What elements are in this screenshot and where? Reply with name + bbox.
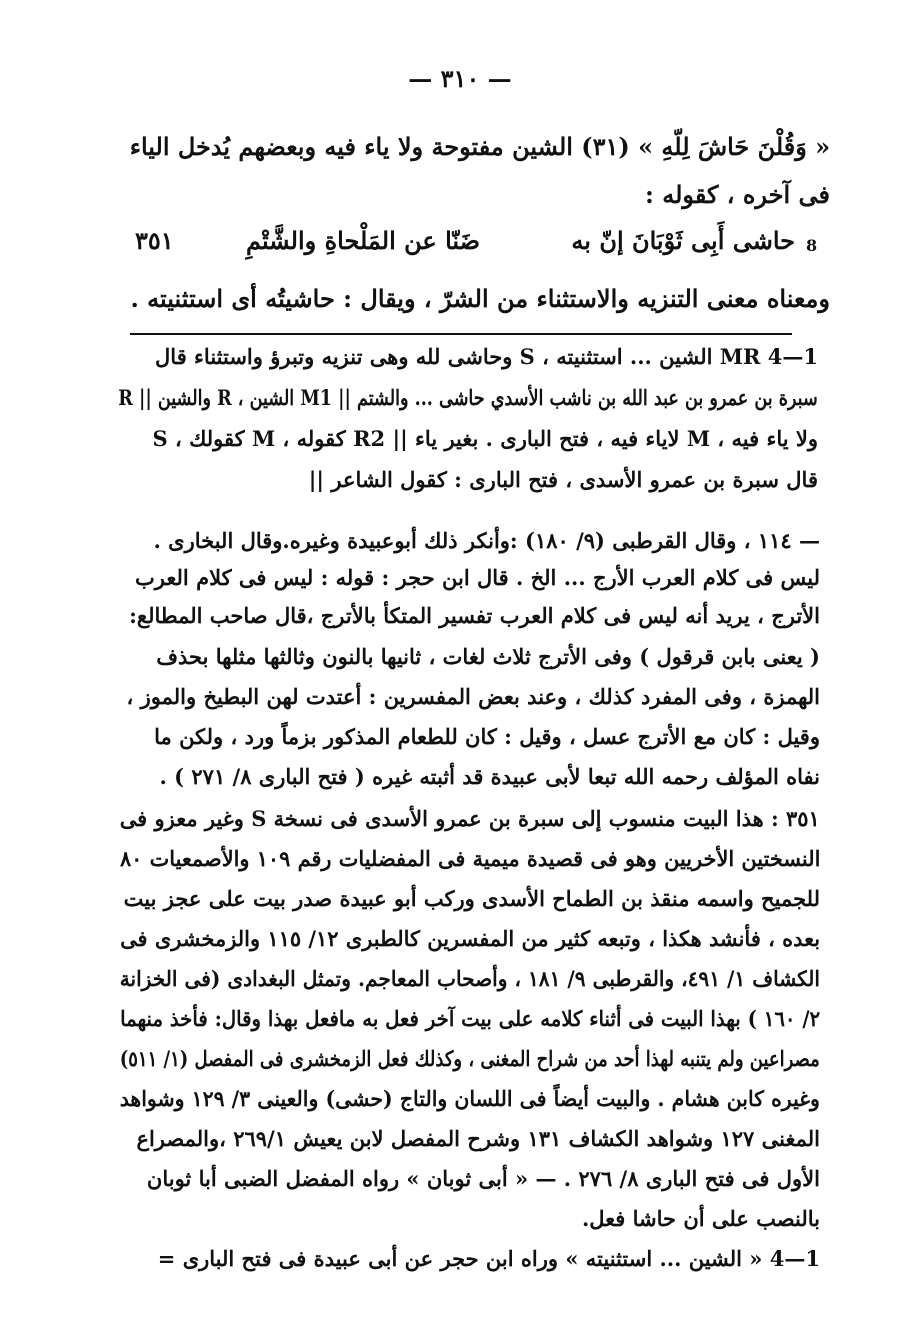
footnote-line: الأول فى فتح البارى ٨/ ٢٧٦ . — « أبى ثوبان » رواه المفضل الضبى أبا ثوبان [146, 1166, 820, 1191]
footnote-line: بالنصب على أن حاشا فعل. [581, 1206, 820, 1231]
footnote-line: 1—4 « الشين ... استثنيته » وراه ابن حجر عن أبى عبيدة فى فتح البارى = [157, 1246, 820, 1271]
footnote-line: النسختين الأخريين وهو فى قصيدة ميمية فى المفضليات رقم ١٠٩ والأصمعيات ٨٠ [119, 846, 820, 871]
footnote-line: — ١١٤ ، وقال القرطبى (٩/ ١٨٠) :وأنكر ذلك أبوعبيدة وغيره.وقال البخارى . [153, 528, 820, 553]
apparatus-line: قال سبرة بن عمرو الأسدى ، فتح البارى : كقول الشاعر || [308, 467, 818, 492]
footnote-line: ٢/ ١٦٠ ) بهذا البيت فى أثناء كلامه على بيت آخر فعل به مافعل بهذا وقال: فأخذ منهما [119, 1006, 820, 1031]
footnote-line: وقيل : كان مع الأترج عسل ، وقيل : كان للطعام المذكور بزماً ورد ، ولكن ما [154, 724, 820, 749]
footnote-line: للجميح واسمه منقذ بن الطماح الأسدى وركب أبو عبيدة صدر بيت على عجز بيت [123, 886, 820, 911]
verse-second-hemistich: ضَنّا عن المَلْحاةِ والشَّتْمِ [246, 226, 480, 255]
apparatus-line: ولا ياء فيه ، M لاياء فيه ، فتح البارى . بغير ياء || R2 كقوله ، M كقولك ، S [152, 426, 818, 451]
verse-number: ٣٥١ [135, 226, 174, 255]
footnote-line: الكشاف ١/ ٤٩١، والقرطبى ٩/ ١٨١ ، وأصحاب المعاجم. وتمثل البغدادى (فى الخزانة [119, 966, 820, 991]
footnote-line: ( يعنى بابن قرقول ) وفى الأترج ثلاث لغات ، ثانيها بالنون وثالثها مثلها بحذف [156, 644, 820, 669]
verse-first-hemistich: حاشى أَبِى ثَوْبَانَ إنّ به [571, 226, 795, 255]
footnote-line: ٣٥١ : هذا البيت منسوب إلى سبرة بن عمرو الأسدى فى نسخة S وغير معزو فى [119, 806, 820, 831]
page-number: — ٣١٠ — [408, 64, 512, 93]
footnote-line: ليس فى كلام العرب الأرج ... الخ . قال ابن حجر : قوله : ليس فى كلام العرب [135, 565, 820, 590]
apparatus-line: سبرة بن عمرو بن عبد الله بن ناشب الأسدي حاشى ... والشتم || M1 الشين ، R والشين || R [118, 385, 818, 410]
footnote-line: مصراعين ولم يتنبه لهذا أحد من شراح المغنى ، وكذلك فعل الزمخشرى فى المفصل (١/ ٥١١) [119, 1046, 820, 1071]
footnote-line: الهمزة ، وفى المفرد كذلك ، وعند بعض المفسرين : أعتدت لهن البطيخ والموز ، [126, 684, 820, 709]
footnote-line: الأترج ، يريد أنه ليس فى كلام العرب تفسير المتكأ بالأترج ،قال صاحب المطالع: [129, 603, 820, 628]
apparatus-line: MR 4—1 الشين ... استثنيته ، S وحاشى لله وهى تنزيه وتبرؤ واستثناء قال [155, 344, 818, 369]
verse-line [135, 226, 795, 266]
separator-rule [130, 333, 792, 335]
main-text-line-2: فى آخره ، كقوله : [645, 180, 830, 209]
footnote-line: وغيره كابن هشام . والبيت أيضاً فى اللسان والتاج (حشى) والعينى ٣/ ١٢٩ وشواهد [119, 1086, 820, 1111]
footnote-line: المغنى ١٢٧ وشواهد الكشاف ١٣١ وشرح المفصل لابن يعيش ٢٦٩/١ ،والمصراع [136, 1126, 820, 1151]
main-text-line-4: ومعناه معنى التنزيه والاستثناء من الشرّ ، ويقال : حاشيتُه أى استثنيته . [130, 284, 830, 313]
verse-marker: 8 [806, 236, 818, 255]
main-text-line-1: « وَقُلْنَ حَاشَ لِلّهِ » (٣١) الشين مفتوحة ولا ياء فيه وبعضهم يُدخل الياء [129, 132, 830, 161]
footnote-line: بعده ، فأنشد هكذا ، وتبعه كثير من المفسرين كالطبرى ١٢/ ١١٥ والزمخشرى فى [120, 926, 820, 951]
footnote-line: نفاه المؤلف رحمه الله تبعا لأبى عبيدة قد أثبته غيره ( فتح البارى ٨/ ٢٧١ ) . [159, 764, 820, 789]
